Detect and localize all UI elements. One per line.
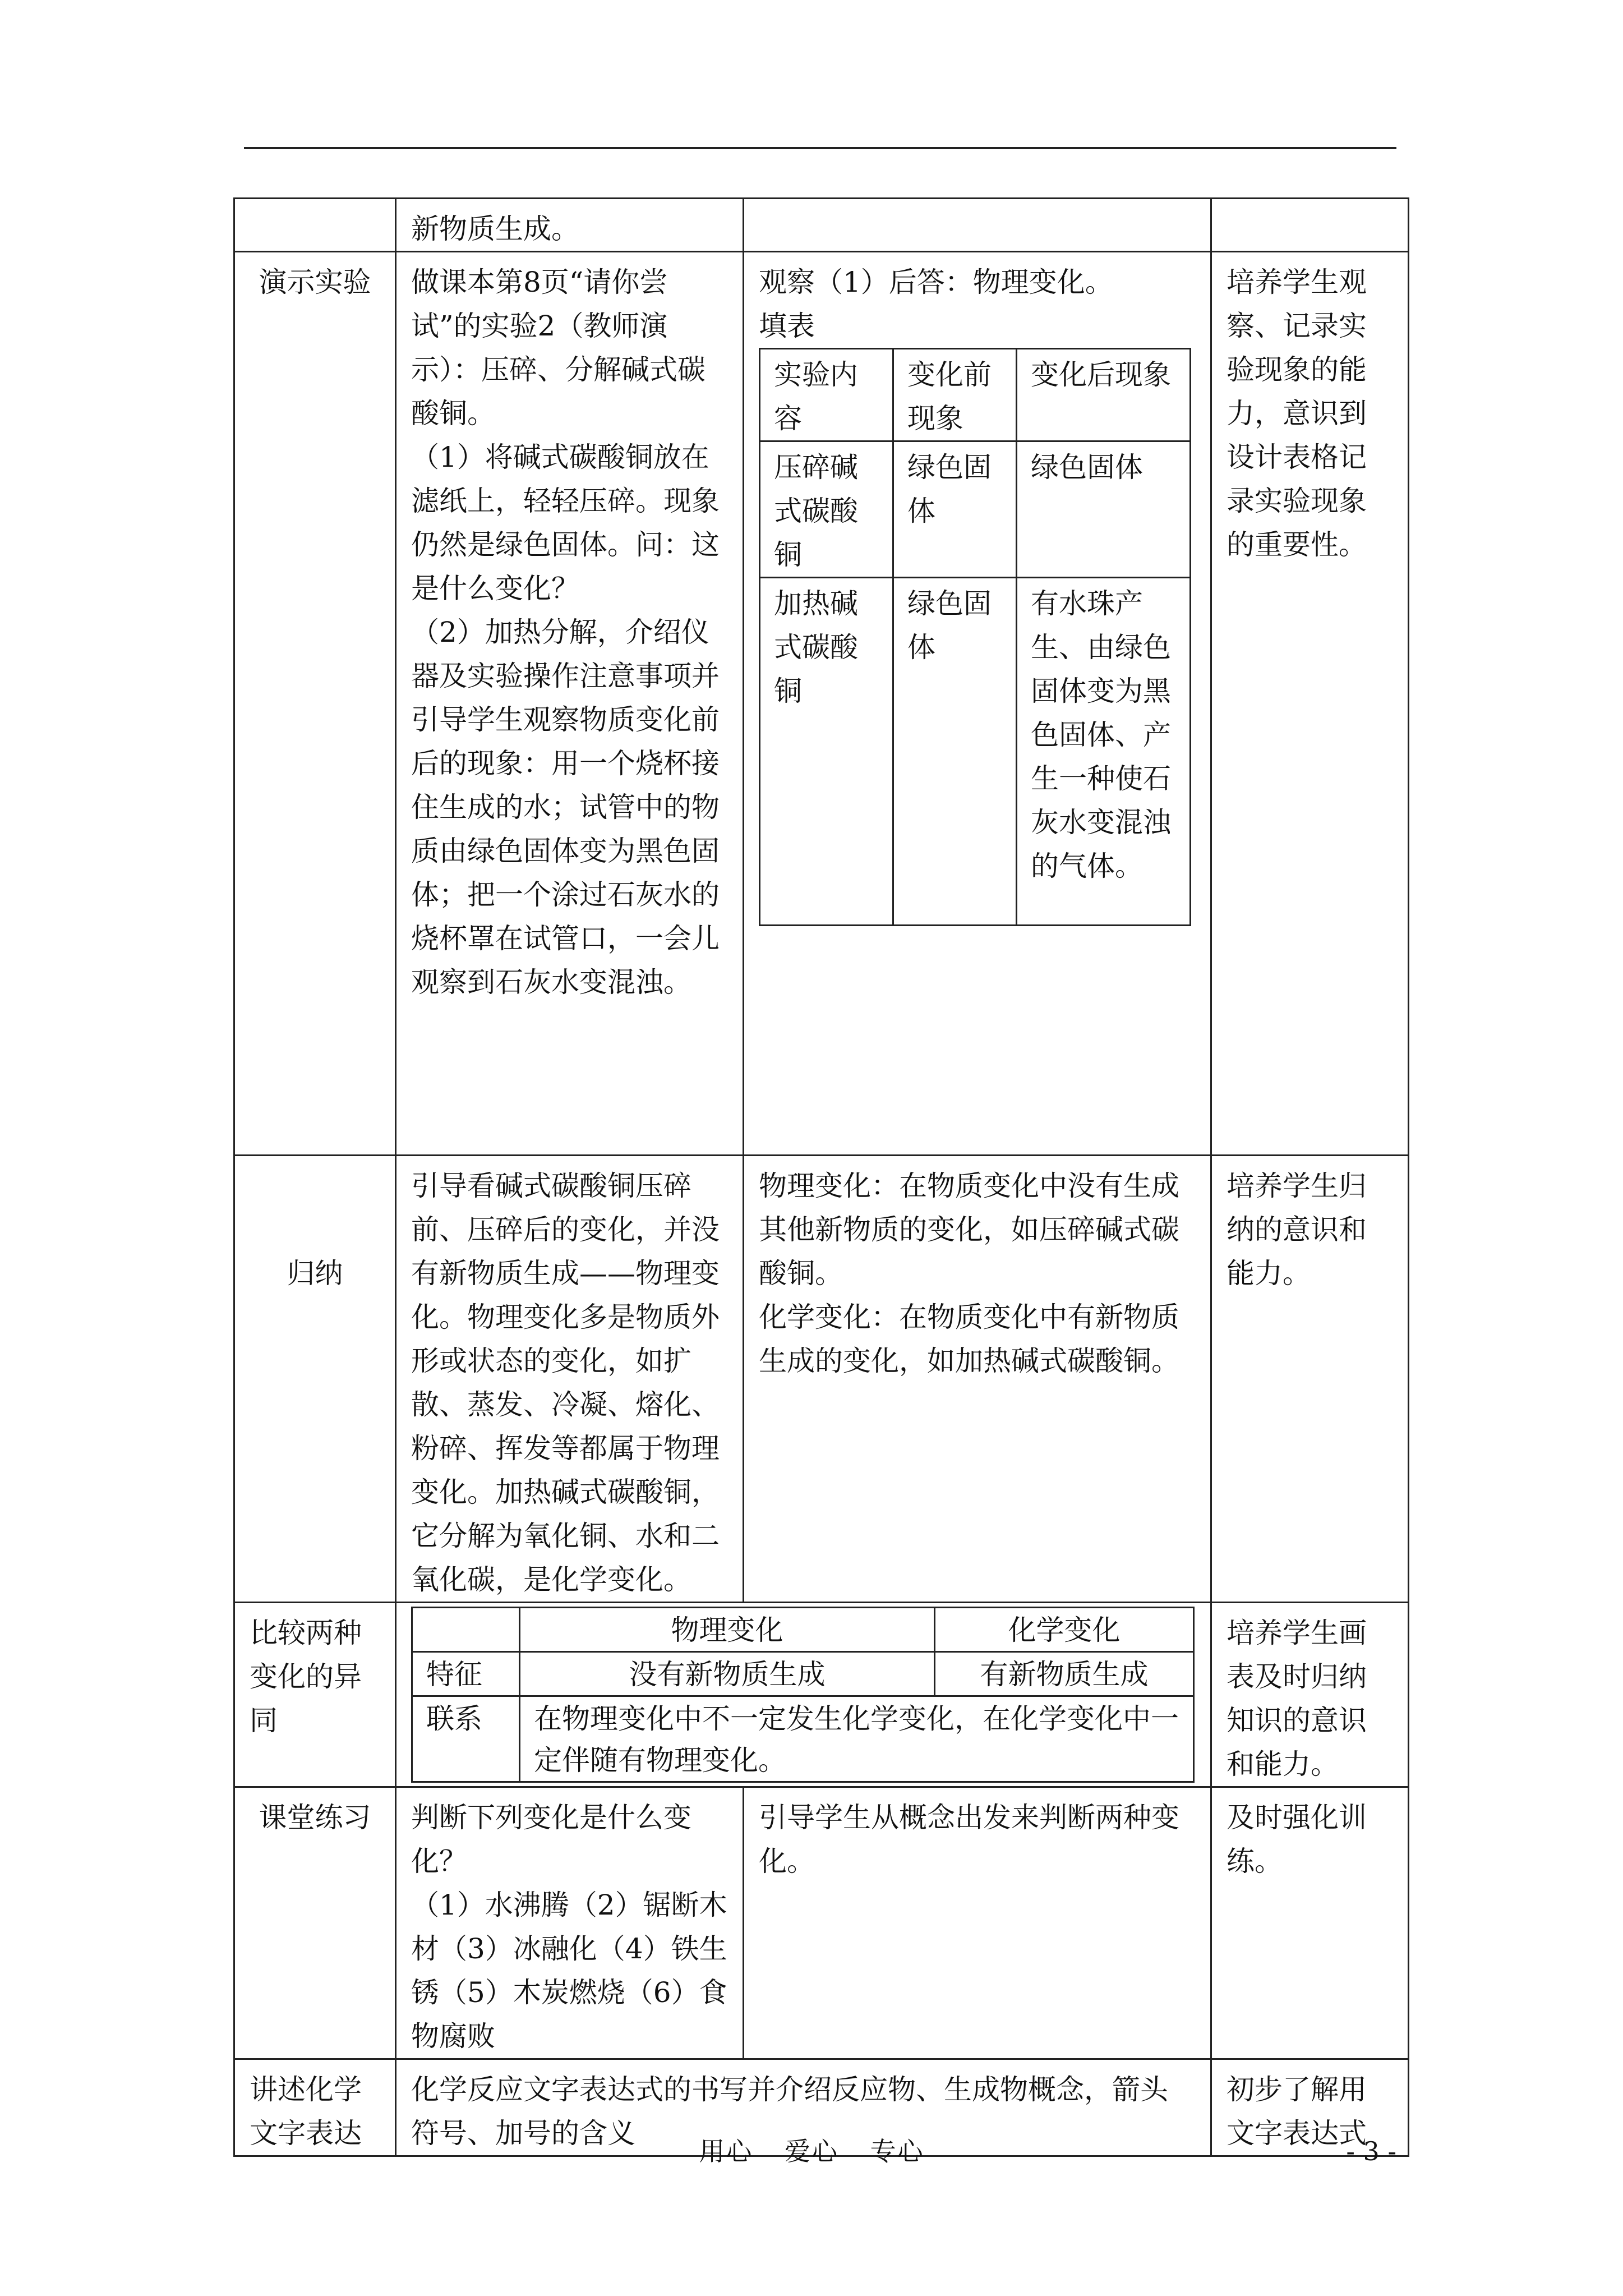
practice-intent-cell: 及时强化训练。 — [1211, 1787, 1409, 2059]
practice-items: （1）水沸腾（2）锯断木材（3）冰融化（4）铁生锈（5）木炭燃烧（6）食物腐败 — [411, 1889, 727, 2053]
header-rule — [244, 147, 1396, 149]
cont-intent-cell — [1211, 199, 1409, 252]
compare-feature-row — [412, 1652, 1194, 1696]
cont-label-cell — [234, 199, 396, 252]
observation-header-after: 变化后现象 — [1017, 349, 1191, 441]
cont-teacher-cell: 新物质生成。 — [396, 199, 744, 252]
compare-header-physical: 物理变化 — [520, 1608, 935, 1652]
compare-intent-cell: 培养学生画表及时归纳知识的意识和能力。 — [1211, 1603, 1409, 1787]
heat-before: 绿色固体 — [893, 578, 1017, 926]
compare-table — [411, 1607, 1195, 1783]
crush-before: 绿色固体 — [893, 441, 1017, 578]
compare-relation-label: 联系 — [412, 1696, 520, 1782]
compare-header-chemical: 化学变化 — [935, 1608, 1194, 1652]
compare-cell — [396, 1603, 1211, 1787]
explain-content-cell: 化学反应文字表达式的书写并介绍反应物、生成物概念，箭头符号、加号的含义 — [396, 2059, 1211, 2156]
observation-row-crush — [760, 441, 1191, 578]
explain-label: 讲述化学文字表达 — [234, 2059, 396, 2156]
demo-teacher-cell — [396, 252, 744, 1156]
observation-header-row — [760, 349, 1191, 441]
crush-content: 压碎碱式碳酸铜 — [760, 441, 893, 578]
practice-teacher-cell — [396, 1787, 744, 2059]
summary-intent-cell: 培养学生归纳的意识和能力。 — [1211, 1156, 1409, 1603]
compare-feature-physical: 没有新物质生成 — [520, 1652, 935, 1696]
demo-teacher-p3: （2）加热分解，介绍仪器及实验操作注意事项并引导学生观察物质变化前后的现象：用一个烧杯接住生成的水；试管中的物质由绿色固体变为黑色固体；把一个涂过石灰水的烧杯罩在试管口，一会儿观察到石灰水变混浊。 — [411, 616, 720, 999]
observation-row-heat — [760, 578, 1191, 926]
demo-student-p1: 观察（1）后答：物理变化。 — [759, 266, 1113, 298]
demo-teacher-p2: （1）将碱式碳酸铜放在滤纸上，轻轻压碎。现象仍然是绿色固体。问：这是什么变化？ — [411, 441, 720, 605]
heat-after: 有水珠产生、由绿色固体变为黑色固体、产生一种使石灰水变混浊的气体。 — [1017, 578, 1191, 926]
summary-teacher-cell: 引导看碱式碳酸铜压碎前、压碎后的变化，并没有新物质生成——物理变化。物理变化多是物质外形或状态的变化，如扩散、蒸发、冷凝、熔化、粉碎、挥发等都属于物理变化。加热碱式碳酸铜，它分解为氧化铜、水和二氧化碳，是化学变化。 — [396, 1156, 744, 1603]
compare-relation-text: 在物理变化中不一定发生化学变化，在化学变化中一定伴随有物理变化。 — [520, 1696, 1194, 1782]
summary-label-text: 归纳 — [287, 1257, 343, 1290]
summary-student-cell — [744, 1156, 1211, 1603]
crush-after: 绿色固体 — [1017, 441, 1191, 578]
demo-label: 演示实验 — [234, 252, 396, 1156]
compare-feature-chemical: 有新物质生成 — [935, 1652, 1194, 1696]
row-continuation — [234, 199, 1409, 252]
compare-header-row — [412, 1608, 1194, 1652]
observation-table — [759, 348, 1191, 926]
cont-student-cell — [744, 199, 1211, 252]
practice-label: 课堂练习 — [234, 1787, 396, 2059]
practice-student-cell: 引导学生从概念出发来判断两种变化。 — [744, 1787, 1211, 2059]
row-summary — [234, 1156, 1409, 1603]
row-demo — [234, 252, 1409, 1156]
practice-question: 判断下列变化是什么变化？ — [411, 1801, 691, 1878]
explain-intent-cell: 初步了解用文字表达式 — [1211, 2059, 1409, 2156]
demo-teacher-p1: 做课本第8页“请你尝试”的实验2（教师演示）：压碎、分解碱式碳酸铜。 — [411, 266, 706, 430]
demo-intent-cell: 培养学生观察、记录实验现象的能力，意识到设计表格记录实验现象的重要性。 — [1211, 252, 1409, 1156]
compare-relation-row — [412, 1696, 1194, 1782]
compare-header-empty — [412, 1608, 520, 1652]
row-practice — [234, 1787, 1409, 2059]
summary-chemical: 化学变化：在物质变化中有新物质生成的变化，如加热碱式碳酸铜。 — [759, 1301, 1179, 1377]
observation-header-content: 实验内容 — [760, 349, 893, 441]
demo-student-p2: 填表 — [759, 310, 815, 342]
demo-student-cell — [744, 252, 1211, 1156]
observation-header-before: 变化前现象 — [893, 349, 1017, 441]
lesson-plan-table — [233, 197, 1409, 2157]
compare-label: 比较两种变化的异同 — [234, 1603, 396, 1787]
footer-motto: 用心 爱心 专心 — [699, 2136, 924, 2166]
heat-content: 加热碱式碳酸铜 — [760, 578, 893, 926]
page-number: - 3 - — [1346, 2136, 1396, 2166]
summary-label — [234, 1156, 396, 1603]
compare-feature-label: 特征 — [412, 1652, 520, 1696]
row-compare — [234, 1603, 1409, 1787]
summary-physical: 物理变化：在物质变化中没有生成其他新物质的变化，如压碎碱式碳酸铜。 — [759, 1170, 1179, 1290]
